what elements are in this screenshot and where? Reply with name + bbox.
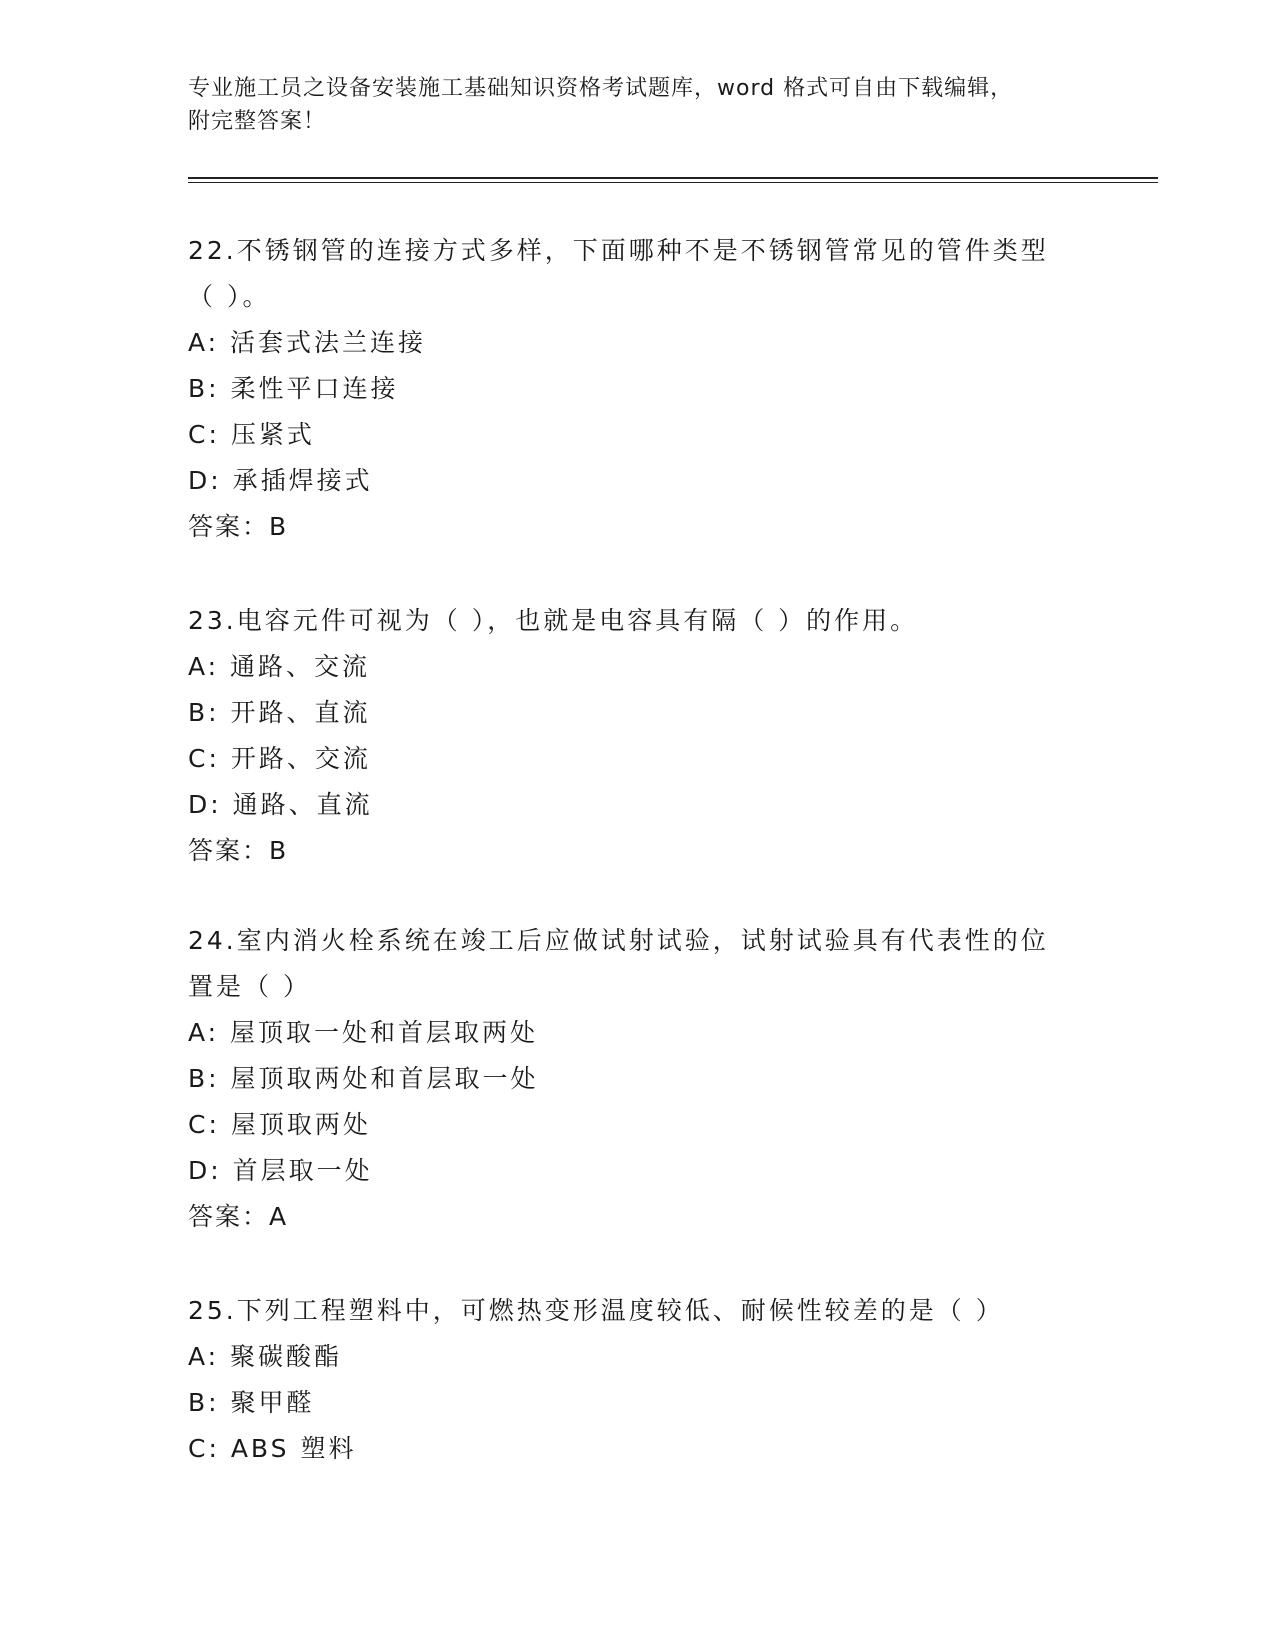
question-stem-continued: （ ）。 xyxy=(188,282,271,311)
header-line-2: 附完整答案！ xyxy=(188,109,327,134)
option-c: C: 屋顶取两处 xyxy=(188,1110,371,1139)
option-b: B: 开路、直流 xyxy=(188,698,371,727)
answer-line: 答案：B xyxy=(188,836,289,865)
option-d: D: 首层取一处 xyxy=(188,1156,373,1185)
option-a: A: 屋顶取一处和首层取两处 xyxy=(188,1018,539,1047)
option-a: A: 通路、交流 xyxy=(188,652,371,681)
question-stem: 25.下列工程塑料中，可燃热变形温度较低、耐候性较差的是（ ） xyxy=(188,1296,1004,1325)
option-a: A: 聚碳酸酯 xyxy=(188,1342,343,1371)
option-b: B: 柔性平口连接 xyxy=(188,374,399,403)
option-c: C: 压紧式 xyxy=(188,420,315,449)
question-24 xyxy=(188,918,1088,1240)
header-line-1: 专业施工员之设备安装施工基础知识资格考试题库，word 格式可自由下载编辑， xyxy=(188,76,1014,101)
question-23 xyxy=(188,598,1088,874)
option-d: D: 通路、直流 xyxy=(188,790,373,819)
header-divider-thin xyxy=(188,182,1158,183)
option-a: A: 活套式法兰连接 xyxy=(188,328,427,357)
question-stem: 23.电容元件可视为（ ），也就是电容具有隔（ ）的作用。 xyxy=(188,606,919,635)
document-header xyxy=(188,72,1088,138)
question-stem-continued: 置是（ ） xyxy=(188,972,311,1001)
answer-line: 答案：A xyxy=(188,1202,289,1231)
header-divider-thick xyxy=(188,177,1158,179)
question-stem: 22.不锈钢管的连接方式多样，下面哪种不是不锈钢管常见的管件类型 xyxy=(188,236,1049,265)
question-22 xyxy=(188,228,1088,550)
question-stem: 24.室内消火栓系统在竣工后应做试射试验，试射试验具有代表性的位 xyxy=(188,926,1049,955)
option-c: C: 开路、交流 xyxy=(188,744,371,773)
option-b: B: 聚甲醛 xyxy=(188,1388,315,1417)
option-d: D: 承插焊接式 xyxy=(188,466,373,495)
question-25 xyxy=(188,1288,1088,1472)
option-b: B: 屋顶取两处和首层取一处 xyxy=(188,1064,539,1093)
answer-line: 答案：B xyxy=(188,512,289,541)
option-c: C: ABS 塑料 xyxy=(188,1434,357,1463)
